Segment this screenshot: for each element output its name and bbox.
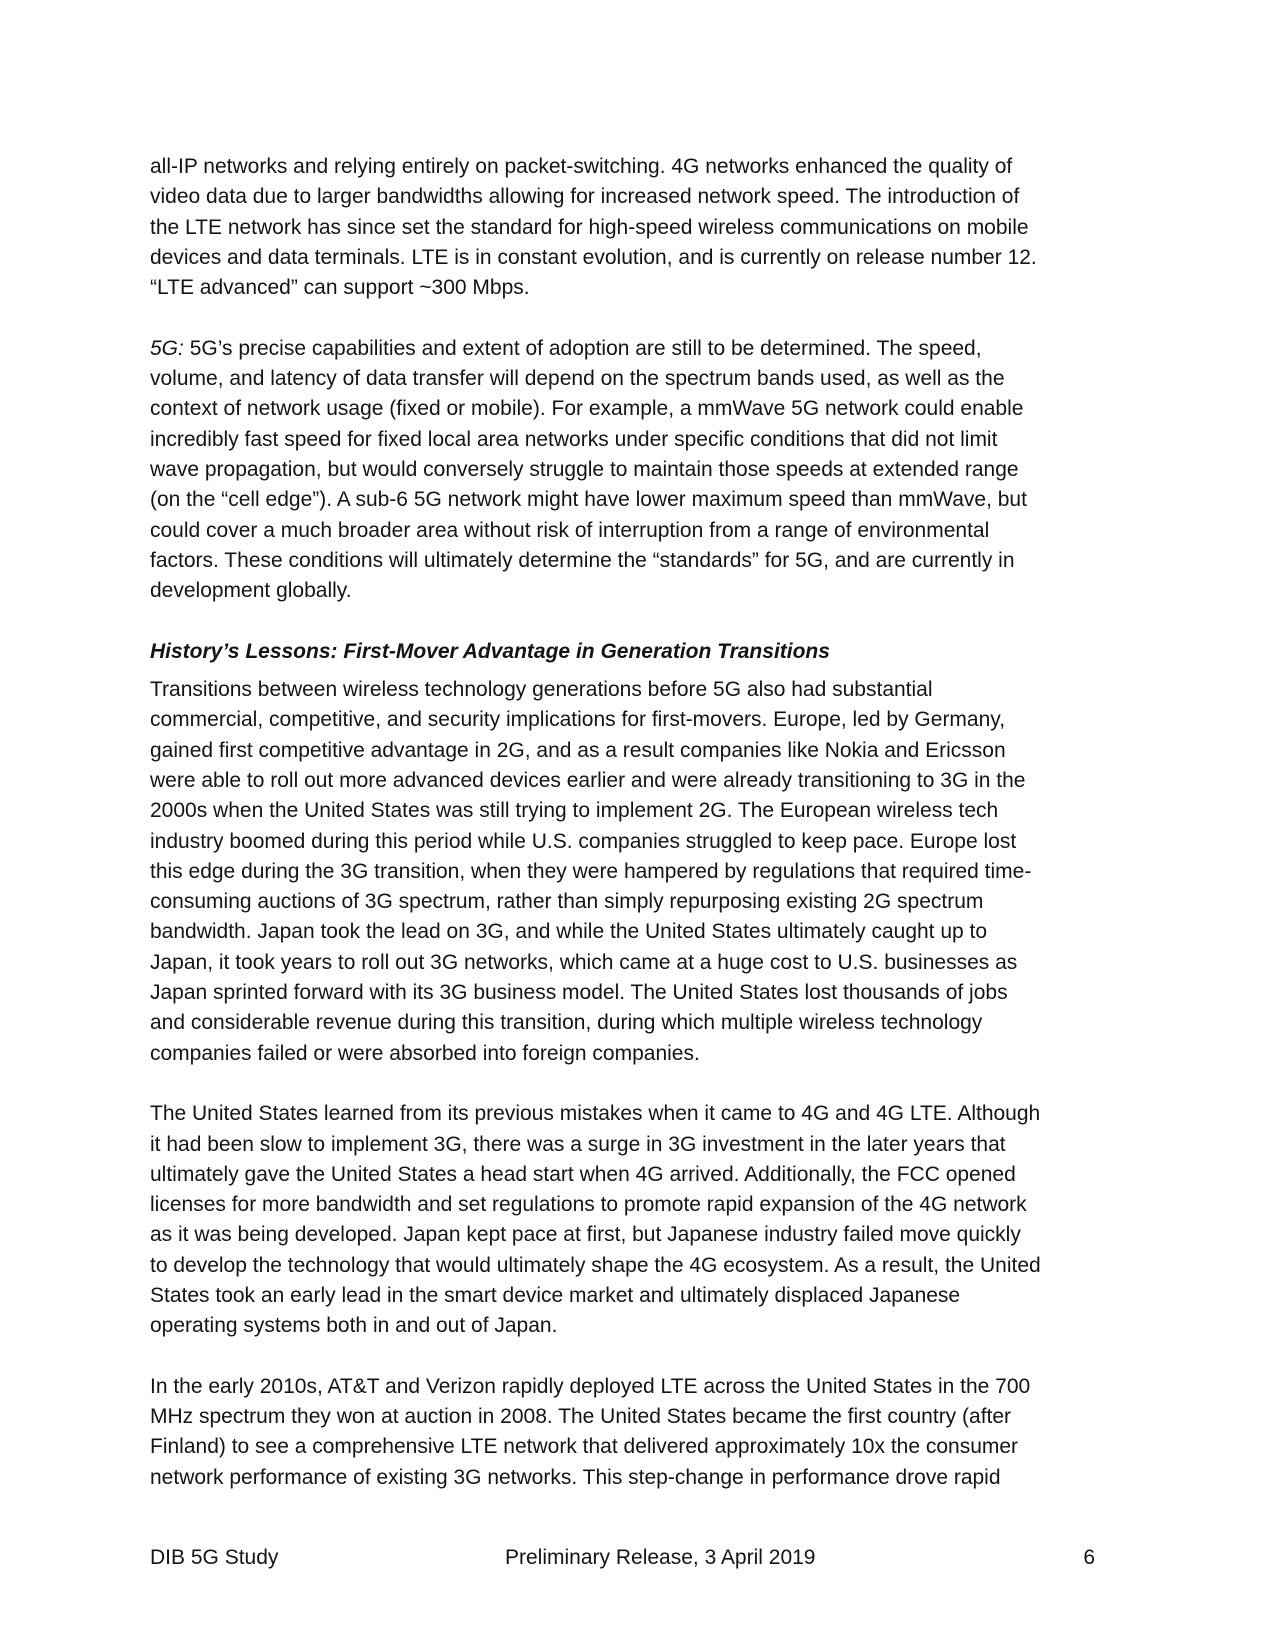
text-line: The United States learned from its previous mistakes when it came to 4G and 4G LTE. Although: [150, 1102, 1041, 1126]
text-line: network performance of existing 3G networks. This step-change in performance drove rapid: [150, 1465, 1001, 1489]
text-line: development globally.: [150, 579, 352, 603]
text-line: the LTE network has since set the standard for high-speed wireless communications on mobile: [150, 215, 1029, 239]
paragraph-history-lte: [150, 1372, 1130, 1493]
text-line: commercial, competitive, and security implications for first-movers. Europe, led by Germany,: [150, 708, 1006, 732]
text-line: operating systems both in and out of Japan.: [150, 1314, 558, 1338]
paragraph-lead-label: 5G:: [150, 336, 184, 360]
text-line: industry boomed during this period while U.S. companies struggled to keep pace. Europe lost: [150, 829, 1017, 853]
text-line: In the early 2010s, AT&T and Verizon rapidly deployed LTE across the United States in the 700: [150, 1374, 1031, 1398]
text-line: and considerable revenue during this transition, during which multiple wireless technology: [150, 1011, 983, 1035]
text-line: incredibly fast speed for fixed local area networks under specific conditions that did not limit: [150, 427, 998, 451]
page-body: [150, 152, 1130, 1523]
text-line: MHz spectrum they won at auction in 2008. The United States became the first country (after: [150, 1405, 1012, 1429]
text-line: devices and data terminals. LTE is in constant evolution, and is currently on release number 12.: [150, 245, 1037, 269]
text-line: as it was being developed. Japan kept pace at first, but Japanese industry failed move quickly: [150, 1223, 1021, 1247]
text-line: all-IP networks and relying entirely on packet-switching. 4G networks enhanced the quality of: [150, 155, 1013, 178]
paragraph-history-2g-3g: [150, 675, 1130, 1069]
text-line: licenses for more bandwidth and set regulations to promote rapid expansion of the 4G network: [150, 1193, 1027, 1217]
text-line: 2000s when the United States was still trying to implement 2G. The European wireless tech: [150, 799, 999, 823]
paragraph-history-4g: [150, 1099, 1130, 1341]
text-line: wave propagation, but would conversely struggle to maintain those speeds at extended range: [150, 457, 1019, 481]
text-line: factors. These conditions will ultimately determine the “standards” for 5G, and are currently in: [150, 548, 1015, 572]
text-line: Japan, it took years to roll out 3G networks, which came at a huge cost to U.S. businesses as: [150, 950, 1018, 974]
text-line: States took an early lead in the smart device market and ultimately displaced Japanese: [150, 1283, 961, 1307]
text-line: context of network usage (fixed or mobile). For example, a mmWave 5G network could enable: [150, 397, 1024, 421]
section-heading: History’s Lessons: First-Mover Advantage in Generation Transitions: [150, 639, 830, 663]
page-footer: [150, 1543, 1095, 1573]
text-line: [150, 334, 1130, 364]
text-line: this edge during the 3G transition, when they were hampered by regulations that required time-: [150, 859, 1032, 883]
text-line: companies failed or were absorbed into foreign companies.: [150, 1041, 700, 1065]
text-line: could cover a much broader area without risk of interruption from a range of environmental: [150, 518, 990, 542]
text-line: video data due to larger bandwidths allowing for increased network speed. The introduction of: [150, 185, 1020, 209]
text-line: it had been slow to implement 3G, there was a surge in 3G investment in the later years that: [150, 1132, 1006, 1156]
text-line: Finland) to see a comprehensive LTE network that delivered approximately 10x the consumer: [150, 1435, 1019, 1459]
footer-page-number: 6: [1083, 1546, 1095, 1569]
text-line: gained first competitive advantage in 2G, and as a result companies like Nokia and Ericsson: [150, 738, 1006, 762]
text-line: (on the “cell edge”). A sub-6 5G network might have lower maximum speed than mmWave, but: [150, 488, 1027, 512]
text-line: bandwidth. Japan took the lead on 3G, and while the United States ultimately caught up to: [150, 920, 988, 944]
paragraph-4g-continuation: [150, 152, 1130, 303]
text-line: volume, and latency of data transfer will depend on the spectrum bands used, as well as the: [150, 367, 1005, 391]
paragraph-5g: [150, 334, 1130, 607]
text-line: were able to roll out more advanced devices earlier and were already transitioning to 3G in the: [150, 768, 1026, 792]
footer-document-title: DIB 5G Study: [150, 1546, 279, 1569]
text-line: Japan sprinted forward with its 3G business model. The United States lost thousands of jobs: [150, 981, 1008, 1005]
text-line: “LTE advanced” can support ~300 Mbps.: [150, 276, 530, 300]
text-line: Transitions between wireless technology generations before 5G also had substantial: [150, 678, 933, 702]
footer-release-date: Preliminary Release, 3 April 2019: [505, 1546, 816, 1569]
text-line: ultimately gave the United States a head start when 4G arrived. Additionally, the FCC opened: [150, 1162, 1016, 1186]
text-line: consuming auctions of 3G spectrum, rather than simply repurposing existing 2G spectrum: [150, 890, 984, 914]
text-line: to develop the technology that would ultimately shape the 4G ecosystem. As a result, the United: [150, 1253, 1041, 1277]
text-line-rest: 5G’s precise capabilities and extent of adoption are still to be determined. The speed,: [183, 336, 982, 360]
